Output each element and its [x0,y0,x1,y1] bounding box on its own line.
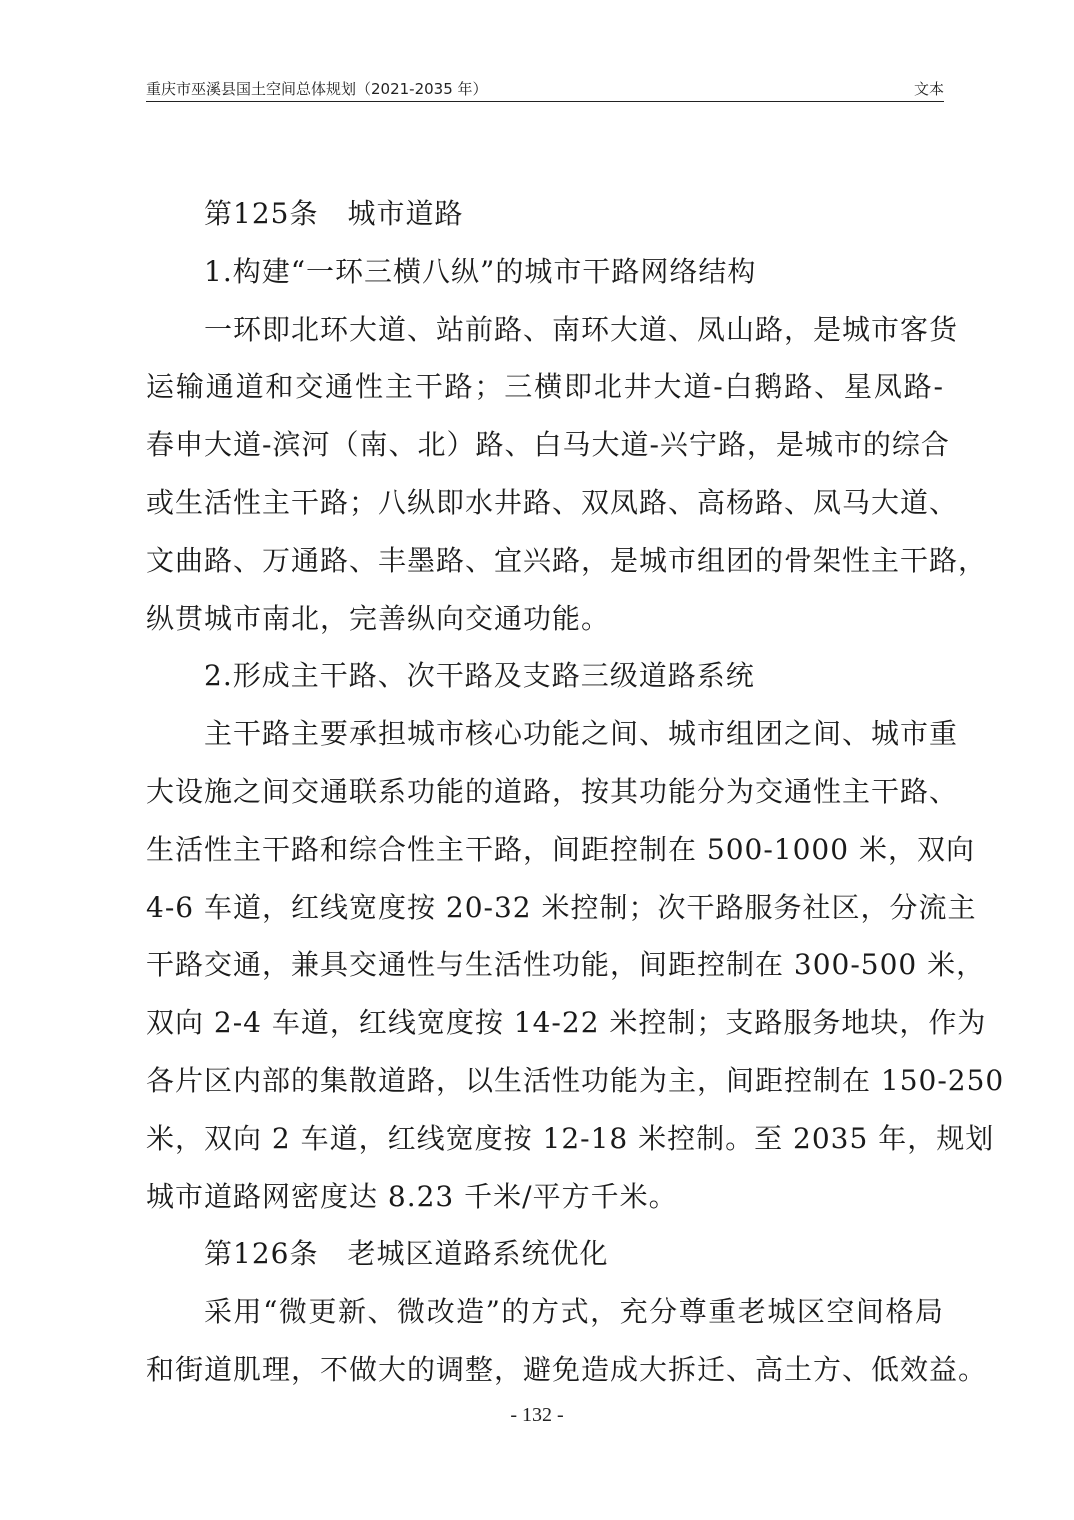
header-title: 重庆市巫溪县国土空间总体规划（2021-2035 年） [146,80,488,98]
article-heading: 第126条 老城区道路系统优化 [204,1237,609,1271]
paragraph-line: 米，双向 2 车道，红线宽度按 12-18 米控制。至 2035 年，规划 [146,1121,995,1155]
document-body [146,185,1005,1399]
section-heading: 1.构建“一环三横八纵”的城市干路网络结构 [204,254,757,288]
paragraph-line: 生活性主干路和综合性主干路，间距控制在 500-1000 米，双向 [146,832,975,866]
article-heading: 第125条 城市道路 [204,197,464,230]
paragraph-line: 春申大道-滨河（南、北）路、白马大道-兴宁路，是城市的综合 [146,428,950,462]
header-rule [146,101,944,102]
paragraph-line: 大设施之间交通联系功能的道路，按其功能分为交通性主干路、 [146,774,959,808]
paragraph-line: 采用“微更新、微改造”的方式，充分尊重老城区空间格局 [204,1295,944,1329]
section-heading: 2.形成主干路、次干路及支路三级道路系统 [204,659,755,693]
paragraph-line: 双向 2-4 车道，红线宽度按 14-22 米控制；支路服务地块，作为 [146,1006,987,1040]
paragraph-line: 主干路主要承担城市核心功能之间、城市组团之间、城市重 [204,717,959,751]
page-header [146,76,944,102]
paragraph-line: 干路交通，兼具交通性与生活性功能，间距控制在 300-500 米， [146,948,986,982]
page-number: - 132 - [510,1404,564,1426]
header-doc-type: 文本 [913,80,944,98]
paragraph-line: 文曲路、万通路、丰墨路、宜兴路，是城市组团的骨架性主干路， [146,543,988,577]
paragraph-line: 一环即北环大道、站前路、南环大道、凤山路，是城市客货 [204,312,959,346]
paragraph-line: 各片区内部的集散道路，以生活性功能为主，间距控制在 150-250 [146,1063,1005,1097]
paragraph-line: 运输通道和交通性主干路；三横即北井大道-白鹅路、星凤路- [146,370,944,404]
paragraph-line: 或生活性主干路；八纵即水井路、双凤路、高杨路、凤马大道、 [146,485,959,519]
paragraph-line: 和街道肌理，不做大的调整，避免造成大拆迁、高土方、低效益。 [146,1352,988,1386]
paragraph-line: 纵贯城市南北，完善纵向交通功能。 [146,601,611,635]
paragraph-line: 城市道路网密度达 8.23 千米/平方千米。 [146,1179,678,1213]
paragraph-line: 4-6 车道，红线宽度按 20-32 米控制；次干路服务社区，分流主 [146,890,977,924]
